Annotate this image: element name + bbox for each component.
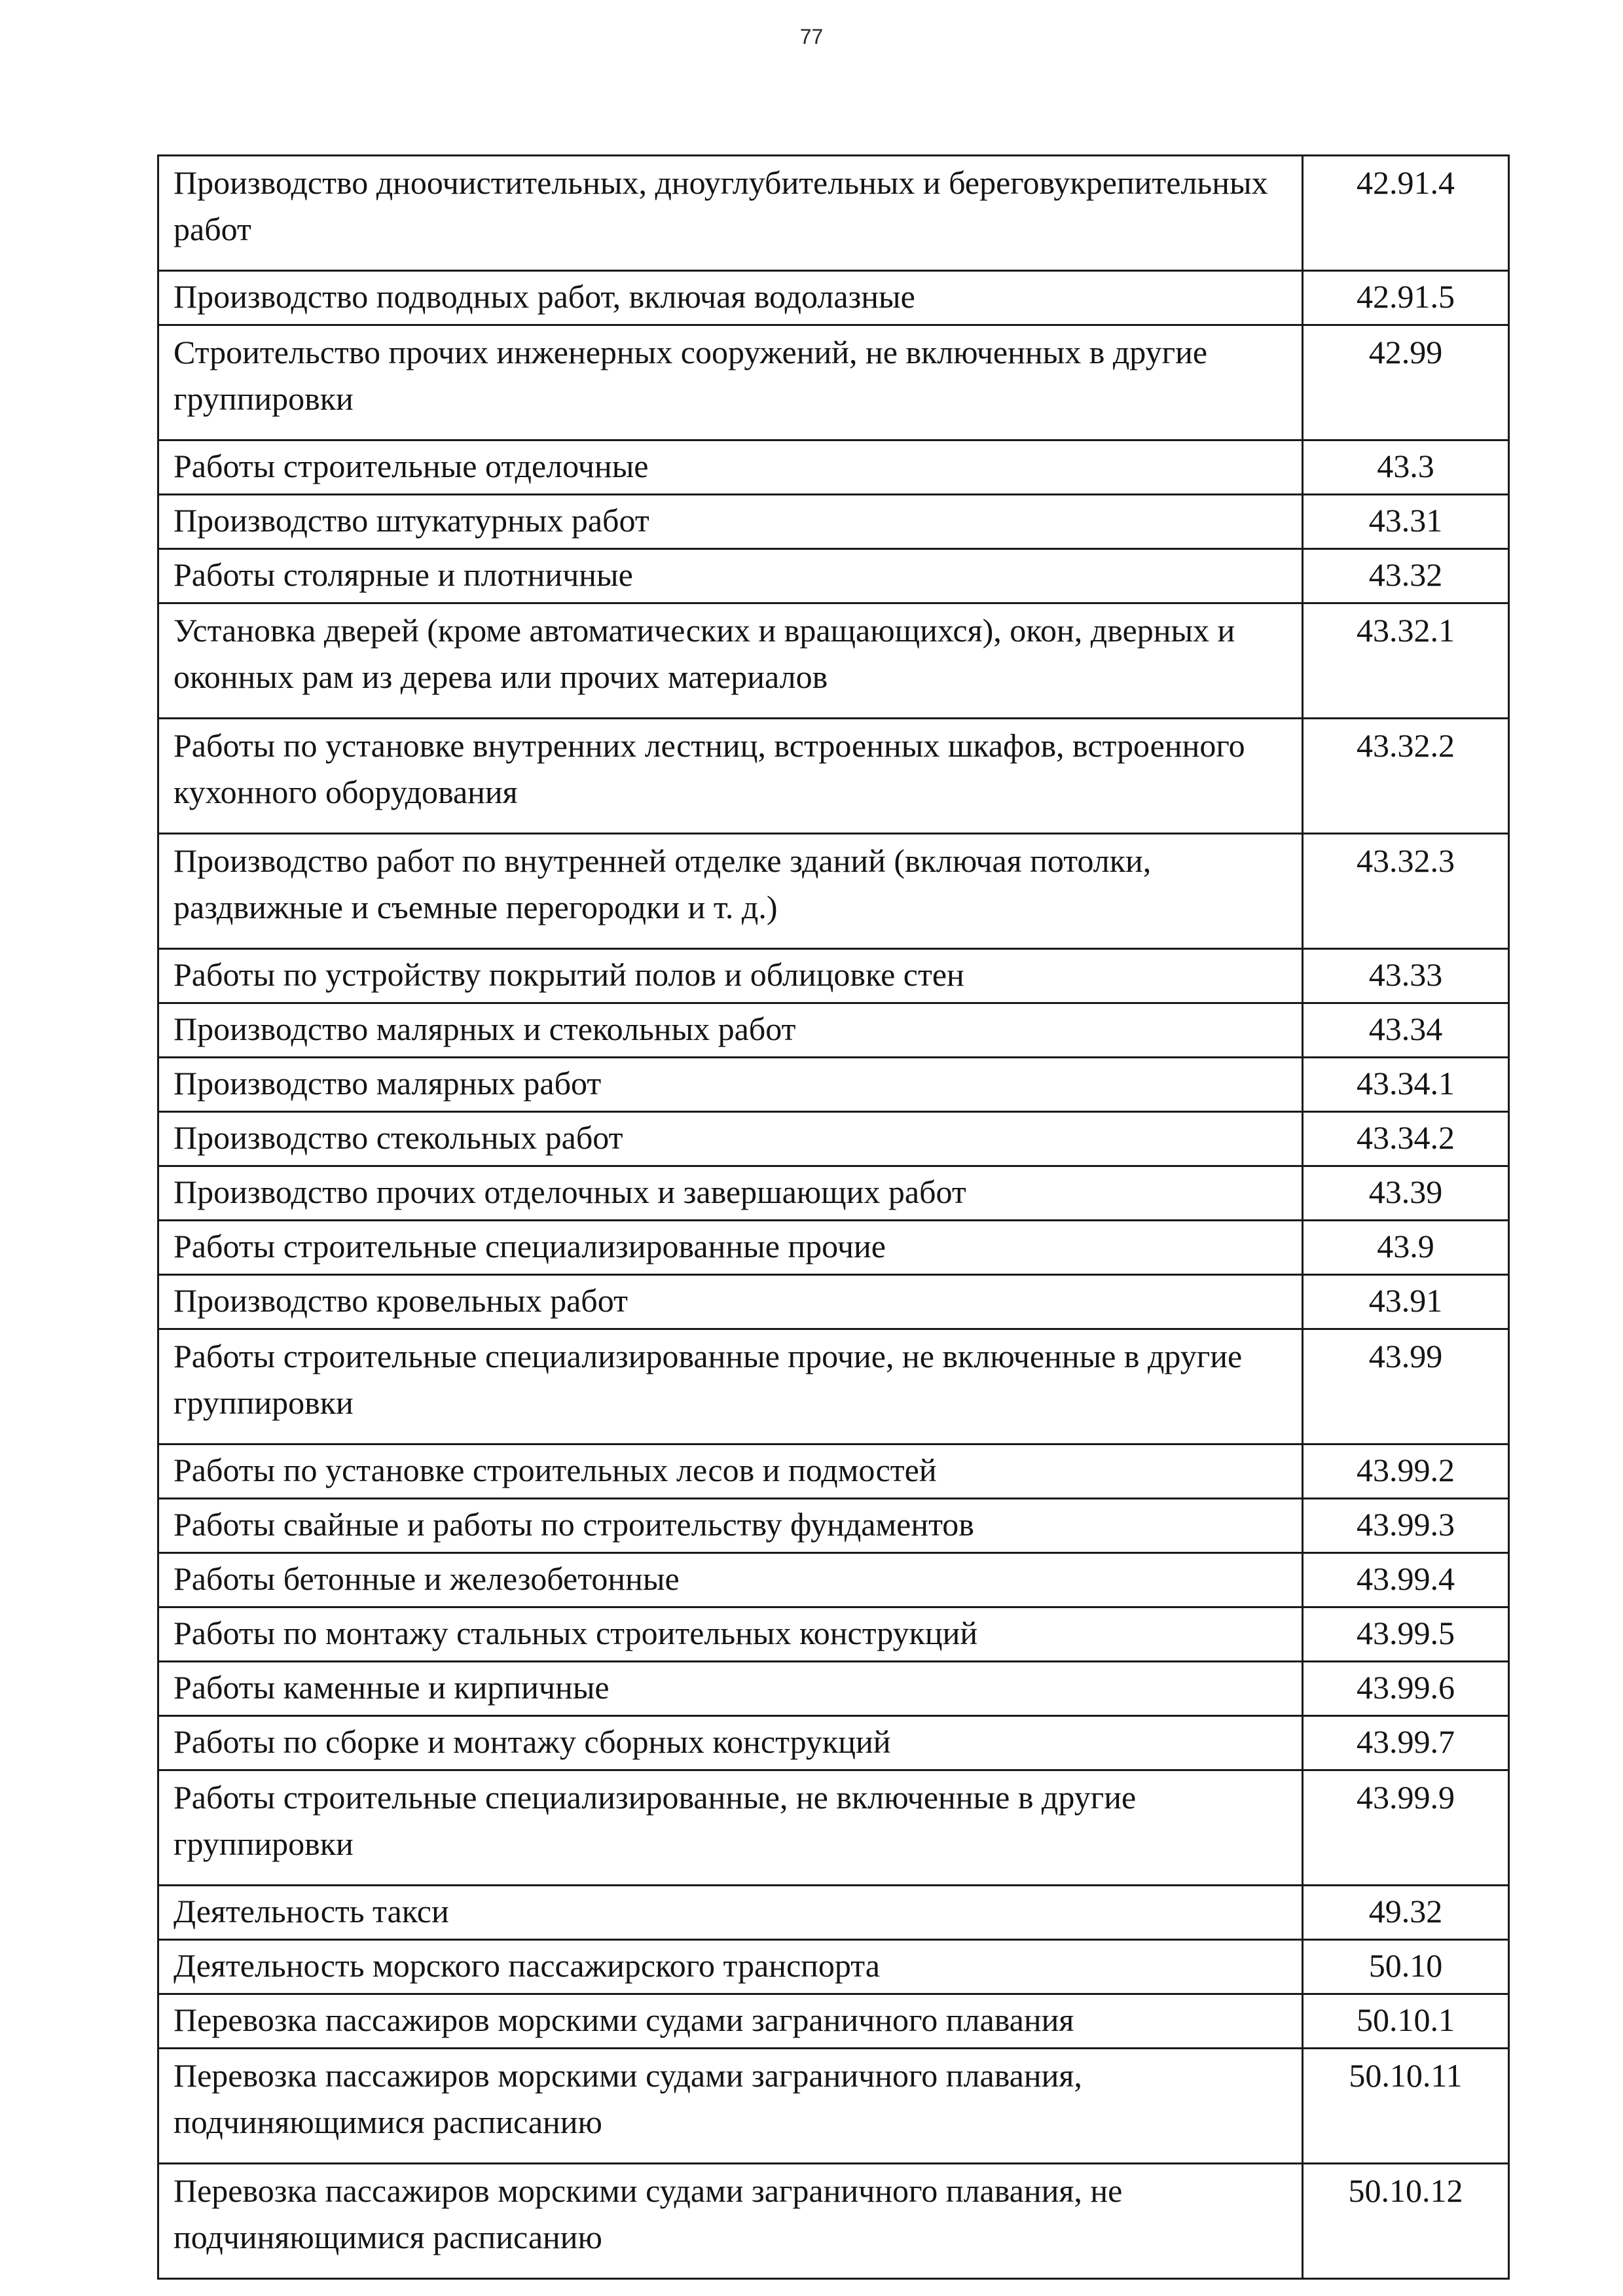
row-code: 43.32.2 <box>1303 719 1509 834</box>
row-code: 42.91.5 <box>1303 271 1509 325</box>
row-description: Перевозка пассажиров морскими судами заграничного плавания, подчиняющимися расписанию <box>158 2049 1303 2164</box>
row-code: 43.33 <box>1303 949 1509 1003</box>
row-code: 43.99.7 <box>1303 1716 1509 1770</box>
table-row <box>158 949 1509 1003</box>
row-description: Производство штукатурных работ <box>158 495 1303 549</box>
row-code: 43.99 <box>1303 1329 1509 1444</box>
row-description: Работы каменные и кирпичные <box>158 1662 1303 1716</box>
table-body <box>158 156 1509 2279</box>
row-description: Работы по устройству покрытий полов и облицовке стен <box>158 949 1303 1003</box>
row-description: Работы строительные специализированные прочие <box>158 1221 1303 1275</box>
row-description: Деятельность морского пассажирского транспорта <box>158 1940 1303 1994</box>
row-code: 43.32.1 <box>1303 603 1509 719</box>
row-description: Работы по установке внутренних лестниц, встроенных шкафов, встроенного кухонного оборудования <box>158 719 1303 834</box>
table-row <box>158 1662 1509 1716</box>
row-code: 43.34.1 <box>1303 1058 1509 1112</box>
table-row <box>158 1329 1509 1444</box>
row-description: Работы столярные и плотничные <box>158 549 1303 603</box>
row-code: 43.9 <box>1303 1221 1509 1275</box>
table-row <box>158 1221 1509 1275</box>
table-row <box>158 495 1509 549</box>
row-code: 43.39 <box>1303 1166 1509 1221</box>
table-row <box>158 1499 1509 1553</box>
table-row <box>158 1553 1509 1607</box>
row-description: Производство малярных работ <box>158 1058 1303 1112</box>
row-description: Работы по установке строительных лесов и подмостей <box>158 1444 1303 1499</box>
table-row <box>158 1003 1509 1058</box>
row-description: Работы бетонные и железобетонные <box>158 1553 1303 1607</box>
table-row <box>158 156 1509 271</box>
row-code: 43.99.2 <box>1303 1444 1509 1499</box>
table-row <box>158 2049 1509 2164</box>
table-row <box>158 603 1509 719</box>
row-description: Производство малярных и стекольных работ <box>158 1003 1303 1058</box>
table-row <box>158 719 1509 834</box>
row-code: 43.91 <box>1303 1275 1509 1329</box>
table-row <box>158 1275 1509 1329</box>
row-description: Работы строительные специализированные прочие, не включенные в другие группировки <box>158 1329 1303 1444</box>
row-description: Работы по сборке и монтажу сборных конструкций <box>158 1716 1303 1770</box>
activity-codes-table-wrapper <box>157 154 1510 2280</box>
row-description: Установка дверей (кроме автоматических и вращающихся), окон, дверных и оконных рам из дерева или прочих материалов <box>158 603 1303 719</box>
row-code: 43.99.6 <box>1303 1662 1509 1716</box>
table-row <box>158 1770 1509 1886</box>
row-code: 43.99.3 <box>1303 1499 1509 1553</box>
table-row <box>158 834 1509 949</box>
table-row <box>158 1994 1509 2049</box>
row-code: 43.99.5 <box>1303 1607 1509 1662</box>
page-number: 77 <box>799 25 824 48</box>
row-description: Строительство прочих инженерных сооружений, не включенных в другие группировки <box>158 325 1303 440</box>
row-code: 50.10.1 <box>1303 1994 1509 2049</box>
row-description: Производство подводных работ, включая водолазные <box>158 271 1303 325</box>
row-code: 42.99 <box>1303 325 1509 440</box>
table-row <box>158 2164 1509 2279</box>
row-code: 43.99.9 <box>1303 1770 1509 1886</box>
table-row <box>158 1058 1509 1112</box>
row-description: Перевозка пассажиров морскими судами заграничного плавания <box>158 1994 1303 2049</box>
table-row <box>158 1112 1509 1166</box>
table-row <box>158 440 1509 495</box>
table-row <box>158 1940 1509 1994</box>
row-code: 50.10.12 <box>1303 2164 1509 2279</box>
table-row <box>158 1716 1509 1770</box>
row-code: 49.32 <box>1303 1886 1509 1940</box>
table-row <box>158 271 1509 325</box>
row-code: 43.31 <box>1303 495 1509 549</box>
table-row <box>158 325 1509 440</box>
row-description: Производство прочих отделочных и завершающих работ <box>158 1166 1303 1221</box>
row-code: 43.32 <box>1303 549 1509 603</box>
table-row <box>158 1607 1509 1662</box>
row-description: Производство стекольных работ <box>158 1112 1303 1166</box>
row-description: Работы по монтажу стальных строительных конструкций <box>158 1607 1303 1662</box>
row-code: 43.3 <box>1303 440 1509 495</box>
table-row <box>158 1886 1509 1940</box>
row-description: Деятельность такси <box>158 1886 1303 1940</box>
row-code: 43.32.3 <box>1303 834 1509 949</box>
row-code: 50.10.11 <box>1303 2049 1509 2164</box>
row-code: 43.34.2 <box>1303 1112 1509 1166</box>
row-code: 42.91.4 <box>1303 156 1509 271</box>
table-row <box>158 1444 1509 1499</box>
row-description: Производство работ по внутренней отделке зданий (включая потолки, раздвижные и съемные перегородки и т. д.) <box>158 834 1303 949</box>
row-code: 43.34 <box>1303 1003 1509 1058</box>
activity-codes-table <box>157 154 1510 2280</box>
table-row <box>158 1166 1509 1221</box>
row-description: Перевозка пассажиров морскими судами заграничного плавания, не подчиняющимися расписанию <box>158 2164 1303 2279</box>
row-description: Работы строительные специализированные, не включенные в другие группировки <box>158 1770 1303 1886</box>
row-code: 43.99.4 <box>1303 1553 1509 1607</box>
row-description: Работы строительные отделочные <box>158 440 1303 495</box>
row-code: 50.10 <box>1303 1940 1509 1994</box>
row-description: Производство кровельных работ <box>158 1275 1303 1329</box>
row-description: Производство дноочистительных, дноуглубительных и береговукрепительных работ <box>158 156 1303 271</box>
row-description: Работы свайные и работы по строительству фундаментов <box>158 1499 1303 1553</box>
table-row <box>158 549 1509 603</box>
